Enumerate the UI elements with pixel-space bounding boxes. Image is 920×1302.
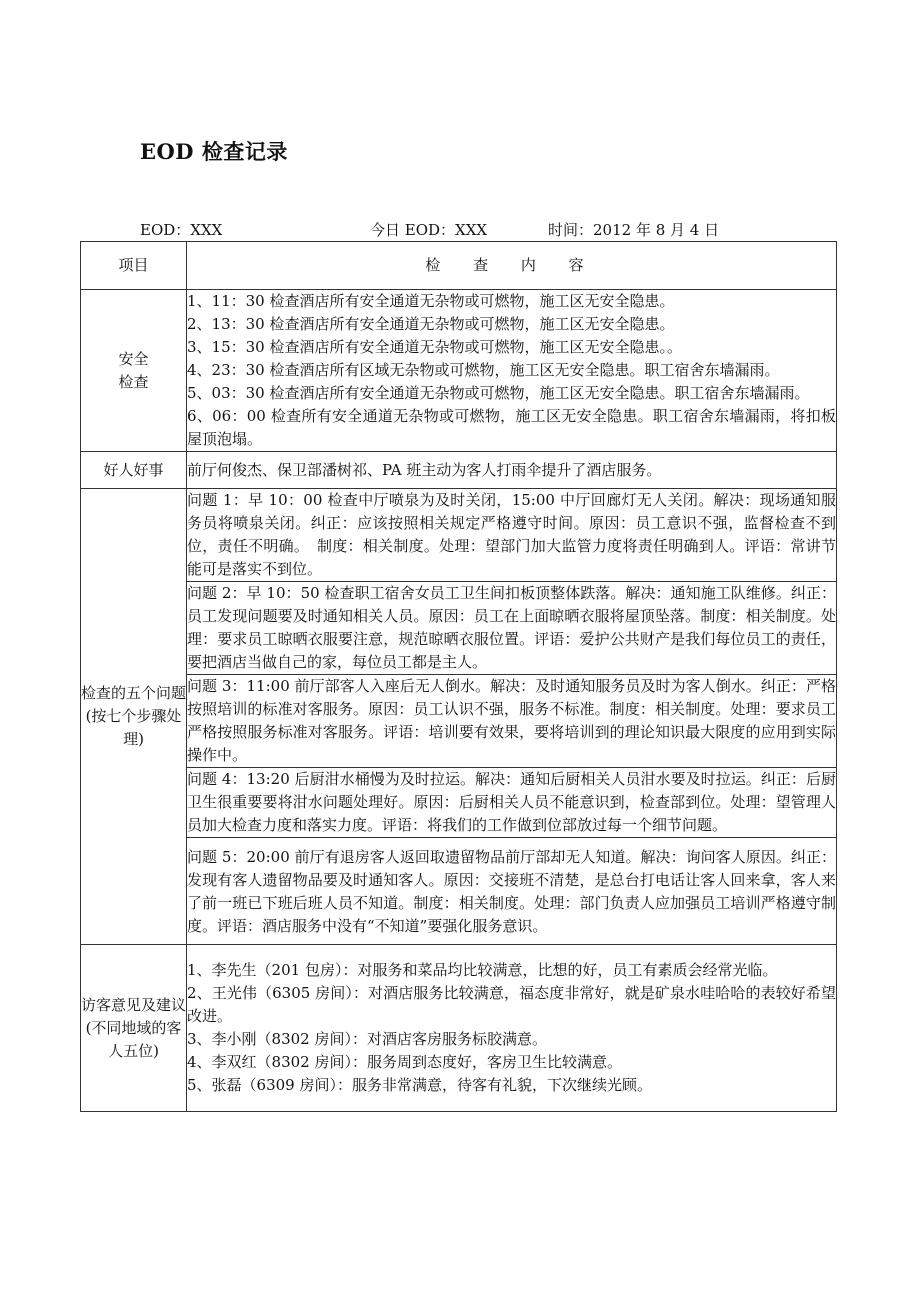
safety-label-line-1: 安全 xyxy=(118,349,149,368)
today-eod-name: 今日 EOD：XXX xyxy=(370,221,488,239)
feedback-item: 4、李双红（8302 房间）：服务周到态度好，客房卫生比较满意。 xyxy=(187,1053,622,1071)
safety-label xyxy=(81,290,187,452)
problem-row xyxy=(81,582,837,675)
header-content: 检 查 内 容 xyxy=(187,242,837,290)
problem-row xyxy=(81,675,837,768)
safety-item: 5、03：30 检查酒店所有安全通道无杂物或可燃物，施工区无安全隐患。职工宿舍东墙漏雨。 xyxy=(187,384,810,402)
good-deeds-label: 好人好事 xyxy=(81,452,187,489)
good-deeds-row xyxy=(81,452,837,489)
problems-label: 检查的五个问题(按七个步骤处理) xyxy=(81,489,187,945)
feedback-label: 访客意见及建议(不同地域的客人五位) xyxy=(81,945,187,1112)
problem-1: 问题 1：早 10：00 检查中厅喷泉为及时关闭，15:00 中厅回廊灯无人关闭。解决：现场通知服务员将喷泉关闭。纠正：应该按照相关规定严格遵守时间。原因：员工意识不强，监督检查不到位，责任不明确。 制度：相关制度。处理：望部门加大监管力度将责任明确到人。评语：常讲节能可是落实不到位。 xyxy=(187,489,837,582)
problem-5: 问题 5：20:00 前厅有退房客人返回取遗留物品前厅部却无人知道。解决：询问客人原因。纠正：发现有客人遗留物品要及时通知客人。原因：交接班不清楚，是总台打电话让客人回来拿，客人来了前一班已下班后班人员不知道。制度：相关制度。处理：部门负责人应加强员工培训严格遵守制度。评语：酒店服务中没有“不知道”要强化服务意识。 xyxy=(187,838,837,945)
record-date: 时间：2012 年 8 月 4 日 xyxy=(548,221,720,239)
feedback-content xyxy=(187,945,837,1112)
inspection-table xyxy=(80,241,837,1112)
document-title: EOD 检查记录 xyxy=(140,139,288,164)
feedback-item: 3、李小刚（8302 房间）：对酒店客房服务标胶满意。 xyxy=(187,1030,547,1048)
safety-item: 4、23：30 检查酒店所有区域无杂物或可燃物，施工区无安全隐患。职工宿舍东墙漏雨。 xyxy=(187,361,780,379)
header-item: 项目 xyxy=(81,242,187,290)
safety-item: 3、15：30 检查酒店所有安全通道无杂物或可燃物，施工区无安全隐患。。 xyxy=(187,338,682,356)
feedback-row xyxy=(81,945,837,1112)
problem-4: 问题 4：13:20 后厨泔水桶慢为及时拉运。解决：通知后厨相关人员泔水要及时拉运。纠正：后厨卫生很重要要将泔水问题处理好。原因：后厨相关人员不能意识到，检查部到位。处理：望管理人员加大检查力度和落实力度。评语：将我们的工作做到位部放过每一个细节问题。 xyxy=(187,768,837,838)
feedback-item: 1、李先生（201 包房）：对服务和菜品均比较满意，比想的好，员工有素质会经常光临。 xyxy=(187,961,778,979)
problem-2: 问题 2：早 10：50 检查职工宿舍女员工卫生间扣板顶整体跌落。解决：通知施工队维修。纠正：员工发现问题要及时通知相关人员。原因：员工在上面晾晒衣服将屋顶坠落。制度：相关制度。处理：要求员工晾晒衣服要注意，规范晾晒衣服位置。评语：爱护公共财产是我们每位员工的责任，要把酒店当做自己的家，每位员工都是主人。 xyxy=(187,582,837,675)
safety-item: 6、06：00 检查所有安全通道无杂物或可燃物，施工区无安全隐患。职工宿舍东墙漏雨，将扣板屋顶泡塌。 xyxy=(187,407,836,448)
problem-3: 问题 3：11:00 前厅部客人入座后无人倒水。解决：及时通知服务员及时为客人倒水。纠正：严格按照培训的标准对客服务。原因：员工认识不强，服务不标准。制度：相关制度。处理：要求员工严格按照服务标准对客服务。评语：培训要有效果，要将培训到的理论知识最大限度的应用到实际操作中。 xyxy=(187,675,837,768)
safety-item: 2、13：30 检查酒店所有安全通道无杂物或可燃物，施工区无安全隐患。 xyxy=(187,315,675,333)
feedback-item: 2、王光伟（6305 房间）：对酒店服务比较满意，福态度非常好，就是矿泉水哇哈哈的表较好希望改进。 xyxy=(187,984,836,1025)
safety-content xyxy=(187,290,837,452)
eod-name: EOD：XXX xyxy=(140,221,223,239)
safety-item: 1、11：30 检查酒店所有安全通道无杂物或可燃物，施工区无安全隐患。 xyxy=(187,292,675,310)
safety-row xyxy=(81,290,837,452)
good-deeds-content: 前厅何俊杰、保卫部潘树祁、PA 班主动为客人打雨伞提升了酒店服务。 xyxy=(187,452,837,489)
problem-row xyxy=(81,838,837,945)
header-row xyxy=(81,242,837,290)
problem-row xyxy=(81,768,837,838)
problem-row xyxy=(81,489,837,582)
feedback-item: 5、张磊（6309 房间）：服务非常满意，待客有礼貌，下次继续光顾。 xyxy=(187,1076,652,1094)
safety-label-line-2: 检查 xyxy=(118,372,149,391)
